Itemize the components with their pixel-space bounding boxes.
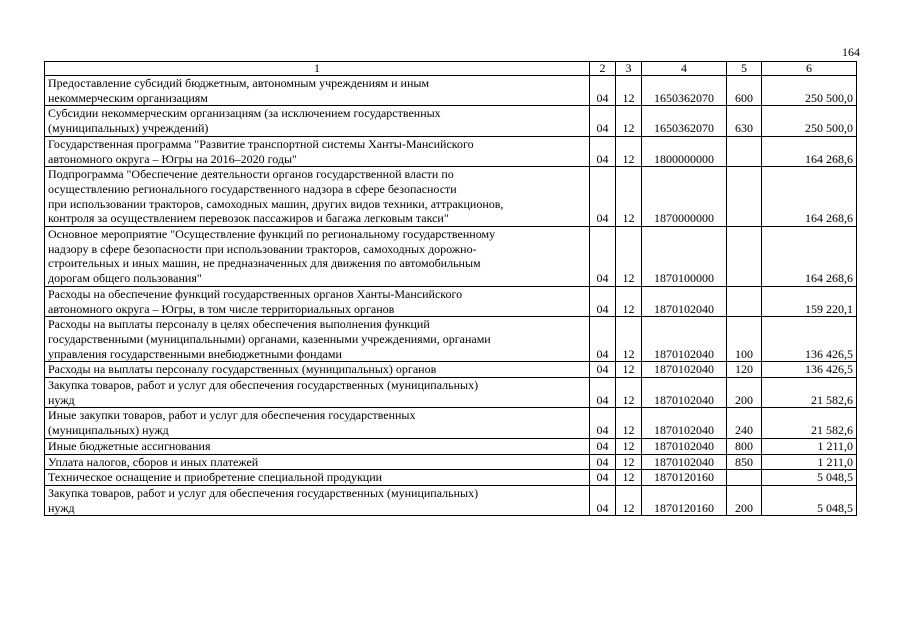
section-code: 04 — [590, 317, 616, 362]
expense-name — [45, 485, 590, 515]
expense-type-code: 600 — [727, 76, 762, 106]
expense-name — [45, 408, 590, 438]
expense-type-code — [727, 167, 762, 227]
amount: 136 426,5 — [762, 317, 857, 362]
table-row — [45, 227, 857, 287]
section-code: 04 — [590, 438, 616, 454]
subsection-code: 12 — [616, 362, 642, 378]
amount: 159 220,1 — [762, 286, 857, 316]
expense-name — [45, 362, 590, 378]
expense-name — [45, 286, 590, 316]
target-code: 1650362070 — [642, 76, 727, 106]
table-row — [45, 362, 857, 378]
table-row — [45, 454, 857, 470]
expense-name-line: при использовании тракторов, самоходных машин, других видов техники, аттракционов, — [48, 196, 504, 211]
target-code: 1870102040 — [642, 454, 727, 470]
amount: 21 582,6 — [762, 408, 857, 438]
subsection-code: 12 — [616, 378, 642, 408]
expense-name — [45, 76, 590, 106]
column-number: 6 — [762, 62, 857, 76]
table-row — [45, 408, 857, 438]
expense-name — [45, 227, 590, 287]
expense-name — [45, 470, 590, 486]
expense-name-line: Предоставление субсидий бюджетным, автономным учреждениям и иным — [48, 76, 430, 90]
expense-name-line: государственными (муниципальными) органами, казенными учреждениями, органами — [48, 331, 491, 346]
expense-name-line: Расходы на выплаты персоналу государственных (муниципальных) органов — [48, 362, 437, 377]
expense-name-line: некоммерческим организациям — [48, 90, 208, 105]
expense-name-line: надзору в сфере безопасности при использовании тракторов, самоходных дорожно- — [48, 241, 477, 256]
target-code: 1870120160 — [642, 485, 727, 515]
section-code: 04 — [590, 485, 616, 515]
expense-name — [45, 317, 590, 362]
column-number-row — [45, 62, 857, 76]
section-code: 04 — [590, 136, 616, 166]
table-row — [45, 438, 857, 454]
expense-name-line: Субсидии некоммерческим организациям (за исключением государственных — [48, 106, 441, 121]
section-code: 04 — [590, 76, 616, 106]
amount: 21 582,6 — [762, 378, 857, 408]
table-row — [45, 136, 857, 166]
amount: 164 268,6 — [762, 136, 857, 166]
column-number: 5 — [727, 62, 762, 76]
expense-name — [45, 167, 590, 227]
expense-name — [45, 106, 590, 136]
table-row — [45, 317, 857, 362]
target-code: 1800000000 — [642, 136, 727, 166]
section-code: 04 — [590, 454, 616, 470]
amount: 5 048,5 — [762, 470, 857, 486]
expense-type-code — [727, 227, 762, 287]
subsection-code: 12 — [616, 317, 642, 362]
target-code: 1650362070 — [642, 106, 727, 136]
expense-name-line: Иные закупки товаров, работ и услуг для обеспечения государственных — [48, 408, 416, 423]
expense-type-code: 630 — [727, 106, 762, 136]
subsection-code: 12 — [616, 136, 642, 166]
table-row — [45, 485, 857, 515]
expense-name-line: дорогам общего пользования" — [48, 271, 202, 286]
section-code: 04 — [590, 362, 616, 378]
subsection-code: 12 — [616, 76, 642, 106]
expense-type-code: 850 — [727, 454, 762, 470]
subsection-code: 12 — [616, 286, 642, 316]
expense-name-line: Техническое оснащение и приобретение специальной продукции — [48, 470, 383, 485]
expense-type-code: 100 — [727, 317, 762, 362]
expense-type-code: 240 — [727, 408, 762, 438]
amount: 1 211,0 — [762, 438, 857, 454]
table-row — [45, 167, 857, 227]
table-row — [45, 470, 857, 486]
expense-name-line: нужд — [48, 392, 75, 407]
expense-name-line: контроля за осуществлением перевозок пассажиров и багажа легковым такси" — [48, 211, 449, 226]
budget-table-body — [45, 62, 857, 516]
subsection-code: 12 — [616, 167, 642, 227]
expense-name-line: Государственная программа "Развитие транспортной системы Ханты-Мансийского — [48, 136, 474, 151]
amount: 136 426,5 — [762, 362, 857, 378]
page-number: 164 — [842, 45, 860, 59]
subsection-code: 12 — [616, 227, 642, 287]
expense-type-code — [727, 286, 762, 316]
section-code: 04 — [590, 286, 616, 316]
table-row — [45, 76, 857, 106]
expense-type-code: 200 — [727, 378, 762, 408]
amount: 1 211,0 — [762, 454, 857, 470]
amount: 164 268,6 — [762, 167, 857, 227]
table-row — [45, 106, 857, 136]
amount: 250 500,0 — [762, 76, 857, 106]
budget-table — [44, 61, 857, 516]
expense-name-line: (муниципальных) учреждений) — [48, 121, 209, 136]
expense-name-line: автономного округа – Югры, в том числе территориальных органов — [48, 301, 395, 316]
column-number: 1 — [45, 62, 590, 76]
subsection-code: 12 — [616, 106, 642, 136]
column-number: 4 — [642, 62, 727, 76]
expense-type-code — [727, 136, 762, 166]
amount: 5 048,5 — [762, 485, 857, 515]
section-code: 04 — [590, 167, 616, 227]
expense-name-line: Расходы на обеспечение функций государственных органов Ханты-Мансийского — [48, 286, 463, 301]
target-code: 1870102040 — [642, 362, 727, 378]
section-code: 04 — [590, 227, 616, 287]
expense-name-line: автономного округа – Югры на 2016–2020 годы" — [48, 151, 297, 166]
expense-name-line: Подпрограмма "Обеспечение деятельности органов государственной власти по — [48, 167, 454, 182]
amount: 250 500,0 — [762, 106, 857, 136]
section-code: 04 — [590, 378, 616, 408]
subsection-code: 12 — [616, 438, 642, 454]
expense-type-code: 200 — [727, 485, 762, 515]
expense-name-line: Уплата налогов, сборов и иных платежей — [48, 454, 259, 469]
table-row — [45, 286, 857, 316]
expense-name-line: Основное мероприятие "Осуществление функций по региональному государственному — [48, 227, 496, 242]
subsection-code: 12 — [616, 470, 642, 486]
target-code: 1870100000 — [642, 227, 727, 287]
expense-type-code — [727, 470, 762, 486]
target-code: 1870000000 — [642, 167, 727, 227]
target-code: 1870102040 — [642, 378, 727, 408]
expense-type-code: 800 — [727, 438, 762, 454]
column-number: 2 — [590, 62, 616, 76]
target-code: 1870120160 — [642, 470, 727, 486]
expense-name-line: нужд — [48, 500, 75, 515]
expense-name-line: Иные бюджетные ассигнования — [48, 438, 211, 453]
expense-name — [45, 136, 590, 166]
expense-name-line: Закупка товаров, работ и услуг для обеспечения государственных (муниципальных) — [48, 378, 479, 393]
expense-type-code: 120 — [727, 362, 762, 378]
table-row — [45, 378, 857, 408]
amount: 164 268,6 — [762, 227, 857, 287]
expense-name-line: Расходы на выплаты персоналу в целях обеспечения выполнения функций — [48, 317, 430, 332]
subsection-code: 12 — [616, 408, 642, 438]
section-code: 04 — [590, 408, 616, 438]
target-code: 1870102040 — [642, 317, 727, 362]
expense-name-line: (муниципальных) нужд — [48, 423, 169, 438]
expense-name — [45, 438, 590, 454]
expense-name-line: строительных и иных машин, не предназначенных для движения по автомобильным — [48, 256, 481, 271]
expense-name-line: управления государственными внебюджетными фондами — [48, 346, 342, 361]
expense-name — [45, 378, 590, 408]
target-code: 1870102040 — [642, 408, 727, 438]
expense-name-line: осуществлению регионального государственного надзора в сфере безопасности — [48, 181, 457, 196]
expense-name-line: Закупка товаров, работ и услуг для обеспечения государственных (муниципальных) — [48, 485, 479, 500]
expense-name — [45, 454, 590, 470]
target-code: 1870102040 — [642, 438, 727, 454]
target-code: 1870102040 — [642, 286, 727, 316]
column-number: 3 — [616, 62, 642, 76]
section-code: 04 — [590, 470, 616, 486]
subsection-code: 12 — [616, 454, 642, 470]
subsection-code: 12 — [616, 485, 642, 515]
section-code: 04 — [590, 106, 616, 136]
